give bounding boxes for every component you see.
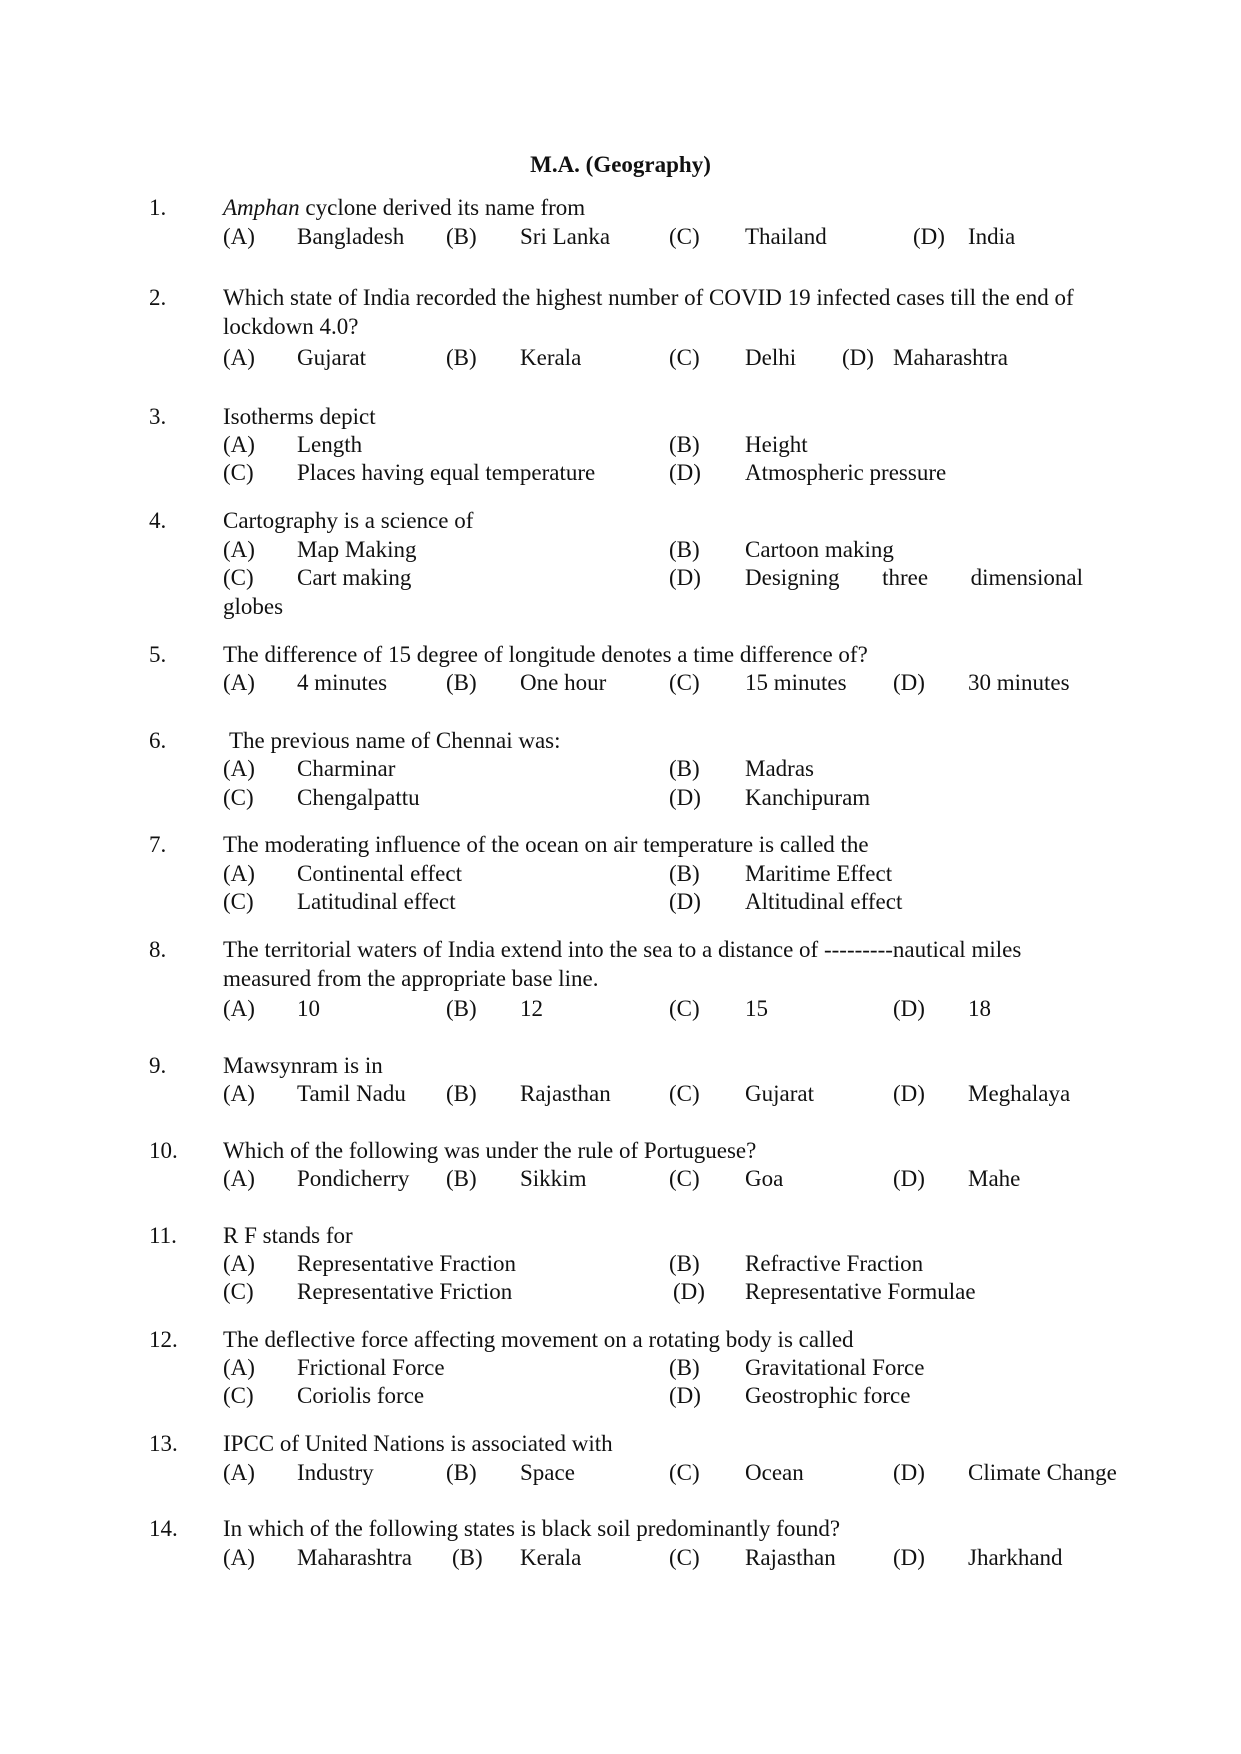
option-label-d: (D) — [669, 889, 701, 914]
option-row — [0, 668, 1241, 697]
option-label-b: (B) — [446, 1460, 477, 1485]
option-text-a: Pondicherry — [297, 1166, 410, 1191]
question-text-emphasis: Amphan — [223, 195, 300, 220]
page-title: M.A. (Geography) — [530, 152, 711, 177]
option-text-d: Designing three dimensional — [745, 565, 1083, 590]
option-text-c: Latitudinal effect — [297, 889, 456, 914]
option-text-a: Charminar — [297, 756, 396, 781]
option-text-d: Altitudinal effect — [745, 889, 903, 914]
option-row — [0, 1277, 1241, 1306]
option-row — [0, 1381, 1241, 1410]
option-text-b: Sri Lanka — [520, 224, 611, 249]
option-label-a: (A) — [223, 670, 255, 695]
question-number: 2. — [149, 285, 167, 310]
option-row — [0, 754, 1241, 783]
option-label-b: (B) — [669, 432, 700, 457]
option-text-c: Cart making — [297, 565, 412, 590]
option-text-a: Length — [297, 432, 363, 457]
option-label-c: (C) — [223, 1279, 254, 1304]
option-text-a: Tamil Nadu — [297, 1081, 406, 1106]
option-text-d-wrap: globes — [223, 594, 284, 619]
option-label-c: (C) — [223, 1383, 254, 1408]
option-text-a: Representative Fraction — [297, 1251, 517, 1276]
question-text: R F stands for — [223, 1223, 353, 1248]
option-label-b: (B) — [669, 861, 700, 886]
option-label-b: (B) — [669, 756, 700, 781]
option-label-b: (B) — [669, 1355, 700, 1380]
option-text-a: Industry — [297, 1460, 374, 1485]
option-text-c: Ocean — [745, 1460, 804, 1485]
option-label-b: (B) — [446, 224, 477, 249]
option-text-d: Atmospheric pressure — [745, 460, 947, 485]
option-label-c: (C) — [669, 1460, 700, 1485]
question-text: The territorial waters of India extend into the sea to a distance of ---------nautical miles measured from the appropriate base line. — [223, 937, 1022, 991]
option-text-d: Geostrophic force — [745, 1383, 911, 1408]
option-label-a: (A) — [223, 432, 255, 457]
question-number: 14. — [149, 1516, 178, 1541]
option-label-c: (C) — [669, 996, 700, 1021]
option-text-d: Maharashtra — [893, 345, 1008, 370]
option-text-c: Goa — [745, 1166, 784, 1191]
question-text: The deflective force affecting movement on a rotating body is called — [223, 1327, 854, 1352]
option-label-d: (D) — [893, 670, 925, 695]
option-row — [0, 535, 1241, 564]
option-text-b: Sikkim — [520, 1166, 587, 1191]
option-text-a: 10 — [297, 996, 320, 1021]
option-row — [0, 1353, 1241, 1382]
question-text: Mawsynram is in — [223, 1053, 383, 1078]
question-number: 11. — [149, 1223, 177, 1248]
option-row — [0, 994, 1241, 1023]
option-label-b: (B) — [446, 1166, 477, 1191]
option-label-a: (A) — [223, 996, 255, 1021]
option-label-d: (D) — [893, 1460, 925, 1485]
option-text-b: Refractive Fraction — [745, 1251, 924, 1276]
question-number: 4. — [149, 508, 167, 533]
option-label-d: (D) — [893, 1545, 925, 1570]
option-text-d: Meghalaya — [968, 1081, 1071, 1106]
option-text-c: 15 minutes — [745, 670, 847, 695]
question-text: Isotherms depict — [223, 404, 376, 429]
option-label-c: (C) — [223, 889, 254, 914]
question-number: 7. — [149, 832, 167, 857]
option-label-c: (C) — [669, 224, 700, 249]
option-label-c: (C) — [669, 1081, 700, 1106]
option-row — [0, 430, 1241, 459]
option-text-c: Places having equal temperature — [297, 460, 596, 485]
question-text — [223, 193, 1083, 222]
option-text-d: Jharkhand — [968, 1545, 1063, 1570]
option-text-c: Coriolis force — [297, 1383, 425, 1408]
option-text-d: Climate Change — [968, 1460, 1117, 1485]
question-text: The difference of 15 degree of longitude denotes a time difference of? — [223, 642, 868, 667]
option-text-d: 18 — [968, 996, 991, 1021]
question-number: 1. — [149, 195, 167, 220]
question-number: 9. — [149, 1053, 167, 1078]
option-label-a: (A) — [223, 1545, 255, 1570]
option-label-b: (B) — [446, 996, 477, 1021]
option-text-d: 30 minutes — [968, 670, 1070, 695]
option-text-a: Bangladesh — [297, 224, 405, 249]
option-label-a: (A) — [223, 537, 255, 562]
option-text-c: Representative Friction — [297, 1279, 513, 1304]
option-row — [0, 563, 1241, 592]
option-text-c: 15 — [745, 996, 768, 1021]
option-label-a: (A) — [223, 756, 255, 781]
option-row — [0, 783, 1241, 812]
option-row — [0, 1543, 1241, 1572]
option-text-d: Representative Formulae — [745, 1279, 976, 1304]
question-number: 3. — [149, 404, 167, 429]
question-text: The moderating influence of the ocean on air temperature is called the — [223, 832, 869, 857]
option-label-b: (B) — [669, 1251, 700, 1276]
option-label-d: (D) — [842, 345, 874, 370]
option-text-c: Thailand — [745, 224, 827, 249]
option-label-d: (D) — [669, 785, 701, 810]
option-row — [0, 1249, 1241, 1278]
option-label-c: (C) — [223, 785, 254, 810]
option-label-b: (B) — [446, 1081, 477, 1106]
option-label-b: (B) — [446, 345, 477, 370]
option-label-a: (A) — [223, 1166, 255, 1191]
option-text-c: Delhi — [745, 345, 797, 370]
question-number: 13. — [149, 1431, 178, 1456]
option-text-c: Rajasthan — [745, 1545, 836, 1570]
question-text: IPCC of United Nations is associated with — [223, 1431, 613, 1456]
option-text-a: Map Making — [297, 537, 417, 562]
question-number: 10. — [149, 1138, 178, 1163]
option-row — [0, 1458, 1241, 1487]
option-label-c: (C) — [669, 1166, 700, 1191]
option-label-a: (A) — [223, 224, 255, 249]
question-number: 5. — [149, 642, 167, 667]
option-text-a: 4 minutes — [297, 670, 388, 695]
option-label-c: (C) — [669, 670, 700, 695]
option-text-b: Kerala — [520, 1545, 582, 1570]
question-text: Cartography is a science of — [223, 508, 474, 533]
option-label-b: (B) — [452, 1545, 483, 1570]
option-label-a: (A) — [223, 1081, 255, 1106]
option-row — [0, 343, 1241, 372]
option-row — [0, 222, 1241, 251]
option-text-b: One hour — [520, 670, 607, 695]
option-text-b: Rajasthan — [520, 1081, 611, 1106]
option-text-b: Maritime Effect — [745, 861, 893, 886]
option-text-b: Height — [745, 432, 808, 457]
question-number: 6. — [149, 728, 167, 753]
option-label-b: (B) — [669, 537, 700, 562]
question-text: Which of the following was under the rule of Portuguese? — [223, 1138, 757, 1163]
option-label-c: (C) — [669, 345, 700, 370]
option-label-a: (A) — [223, 345, 255, 370]
option-row — [0, 859, 1241, 888]
option-text-d: Mahe — [968, 1166, 1021, 1191]
option-label-d: (D) — [893, 996, 925, 1021]
option-text-a: Frictional Force — [297, 1355, 445, 1380]
question-text: In which of the following states is black soil predominantly found? — [223, 1516, 841, 1541]
option-text-d: India — [968, 224, 1016, 249]
option-label-a: (A) — [223, 861, 255, 886]
option-text-c: Chengalpattu — [297, 785, 420, 810]
question-number: 8. — [149, 937, 167, 962]
option-label-d: (D) — [913, 224, 945, 249]
option-text-a: Continental effect — [297, 861, 462, 886]
question-number: 12. — [149, 1327, 178, 1352]
option-row — [0, 1079, 1241, 1108]
option-text-b: 12 — [520, 996, 543, 1021]
option-text-b: Space — [520, 1460, 575, 1485]
option-label-d: (D) — [893, 1081, 925, 1106]
option-label-d: (D) — [669, 565, 701, 590]
option-label-a: (A) — [223, 1355, 255, 1380]
option-text-d: Kanchipuram — [745, 785, 871, 810]
option-text-a: Maharashtra — [297, 1545, 412, 1570]
option-text-b: Cartoon making — [745, 537, 894, 562]
option-text-c: Gujarat — [745, 1081, 814, 1106]
option-row — [0, 887, 1241, 916]
option-label-a: (A) — [223, 1251, 255, 1276]
option-label-d: (D) — [893, 1166, 925, 1191]
option-text-b: Madras — [745, 756, 814, 781]
option-label-d: (D) — [673, 1279, 705, 1304]
option-label-c: (C) — [223, 460, 254, 485]
option-label-c: (C) — [223, 565, 254, 590]
question-text: Which state of India recorded the highest number of COVID 19 infected cases till the end of lockdown 4.0? — [223, 285, 1074, 339]
option-label-c: (C) — [669, 1545, 700, 1570]
option-label-b: (B) — [446, 670, 477, 695]
question-text-rest: cyclone derived its name from — [299, 195, 586, 220]
option-row — [0, 1164, 1241, 1193]
option-row — [0, 458, 1241, 487]
option-text-b: Gravitational Force — [745, 1355, 925, 1380]
option-label-a: (A) — [223, 1460, 255, 1485]
option-text-a: Gujarat — [297, 345, 366, 370]
option-text-b: Kerala — [520, 345, 582, 370]
option-label-d: (D) — [669, 460, 701, 485]
option-label-d: (D) — [669, 1383, 701, 1408]
question-text: The previous name of Chennai was: — [229, 728, 561, 753]
